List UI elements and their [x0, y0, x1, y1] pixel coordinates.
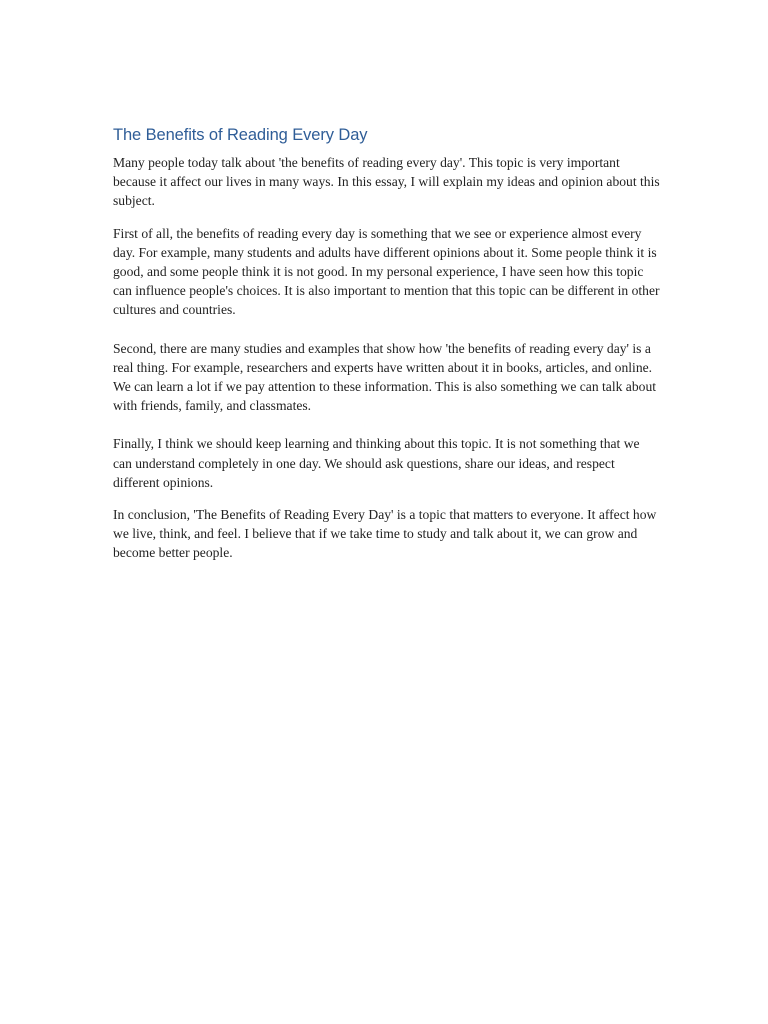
paragraph-conclusion: In conclusion, 'The Benefits of Reading Every Day' is a topic that matters to everyone. It affect how we live, think, and feel. I believe that if we take time to study and talk about it, we can grow and become better people.	[113, 507, 657, 561]
paragraph-second: Second, there are many studies and examples that show how 'the benefits of reading every day' is a real thing. For example, researchers and experts have written about it in books, articles, and online. We can learn a lot if we pay attention to these information. This is also something we can talk about with friends, family, and classmates.	[113, 340, 657, 414]
document-title: The Benefits of Reading Every Day	[113, 126, 368, 144]
paragraph-finally: Finally, I think we should keep learning and thinking about this topic. It is not something that we can understand completely in one day. We should ask questions, share our ideas, and respect different opinions.	[113, 436, 640, 490]
document-body	[113, 123, 661, 563]
paragraph-intro: Many people today talk about 'the benefits of reading every day'. This topic is very important because it affect our lives in many ways. In this essay, I will explain my ideas and opinion about this subject.	[113, 155, 660, 209]
paragraph-first: First of all, the benefits of reading every day is something that we see or experience almost every day. For example, many students and adults have different opinions about it. Some people think it is good, and some people think it is not good. In my personal experience, I have seen how this topic can influence people's choices. It is also important to mention that this topic can be different in other cultures and countries.	[113, 225, 660, 318]
